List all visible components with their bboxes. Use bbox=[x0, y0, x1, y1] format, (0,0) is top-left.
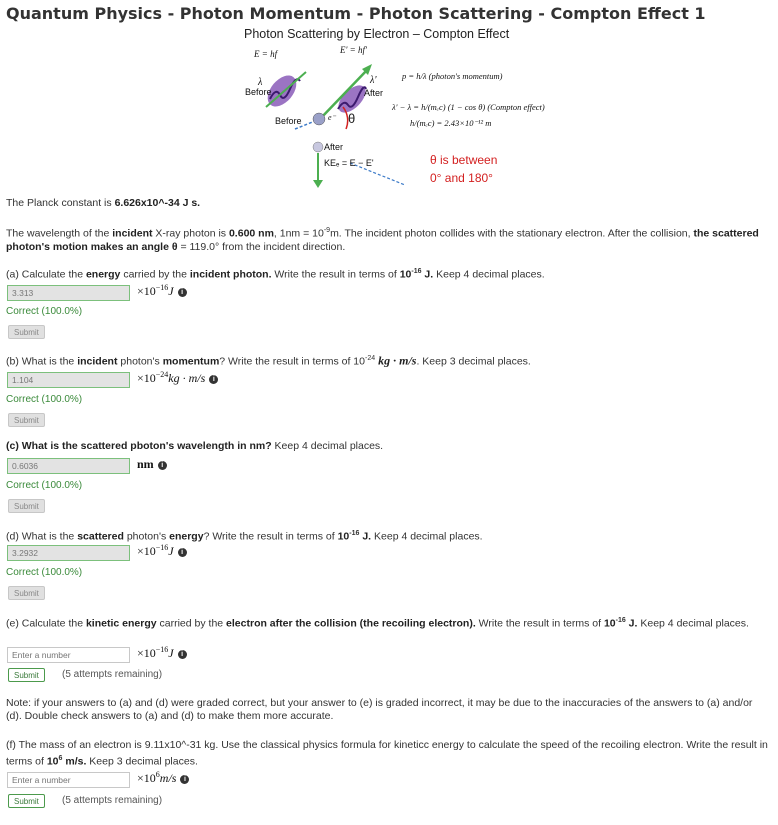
question-d-text: (d) What is the scattered photon's energy? Write the result in terms of $10^{-16}$ J. Keep 4 decimal places. bbox=[6, 530, 483, 543]
answer-d-status: Correct (100.0%) bbox=[6, 567, 83, 578]
info-icon[interactable]: i bbox=[178, 650, 187, 659]
answer-e-unit: $\times 10^{-16}J$ i bbox=[137, 645, 187, 661]
compton-formula: λ' − λ = h/(mₑc) (1 − cos θ) (Compton effect) bbox=[392, 102, 545, 112]
submit-c-button[interactable]: Submit bbox=[8, 499, 45, 513]
after-label-top: After bbox=[364, 88, 384, 98]
info-icon[interactable]: i bbox=[209, 375, 218, 384]
submit-d-button[interactable]: Submit bbox=[8, 586, 45, 600]
answer-f-unit: $\times 10^6m/s$ i bbox=[137, 770, 189, 786]
question-a-text: (a) Calculate the energy carried by the incident photon. Write the result in terms of $10^{-16}$ J. Keep 4 decimal places. bbox=[6, 268, 545, 281]
submit-b-button[interactable]: Submit bbox=[8, 413, 45, 427]
compton-figure bbox=[240, 27, 550, 192]
submit-e-button[interactable]: Submit bbox=[8, 668, 45, 682]
answer-c-input[interactable]: 0.6036 bbox=[7, 458, 130, 474]
figure-subtitle: Photon Scattering by Electron – Compton Effect bbox=[244, 27, 510, 41]
answer-a-status: Correct (100.0%) bbox=[6, 306, 83, 317]
compton-constant: h/(mₑc) = 2.43×10⁻¹² m bbox=[410, 118, 492, 128]
planck-constant-text: The Planck constant is 6.626x10^-34 J s. bbox=[6, 197, 201, 209]
theta-label: θ bbox=[348, 111, 356, 126]
kinetic-energy-label: KEₑ = E − E' bbox=[324, 158, 374, 168]
electron-label: e⁻ bbox=[328, 113, 336, 122]
after-label-bottom: After bbox=[324, 142, 344, 152]
info-icon[interactable]: i bbox=[178, 288, 187, 297]
electron-after bbox=[313, 142, 323, 152]
attempts-remaining-f: (5 attempts remaining) bbox=[62, 795, 163, 806]
answer-a-unit: $\times 10^{-16}J$ i bbox=[137, 283, 187, 299]
answer-d-unit: $\times 10^{-16}J$ i bbox=[137, 543, 187, 559]
attempts-remaining-e: (5 attempts remaining) bbox=[62, 669, 163, 680]
answer-c-status: Correct (100.0%) bbox=[6, 480, 83, 491]
answer-b-unit: $\times 10^{-24}kg \cdot m/s$ i bbox=[137, 370, 218, 386]
answer-b-status: Correct (100.0%) bbox=[6, 394, 83, 405]
lambda-label: λ bbox=[258, 77, 263, 88]
energy-hf-prime-label: E' = hf' bbox=[340, 45, 367, 55]
submit-a-button[interactable]: Submit bbox=[8, 325, 45, 339]
answer-b-input[interactable]: 1.104 bbox=[7, 372, 130, 388]
question-b-text: (b) What is the incident photon's momentum? Write the result in terms of $10^{-24}$ kg · m/s. Keep 3 decimal places. bbox=[6, 353, 531, 368]
theta-range-line2: 0° and 180° bbox=[430, 171, 493, 185]
before-label-mid: Before bbox=[275, 116, 302, 126]
info-icon[interactable]: i bbox=[180, 775, 189, 784]
energy-hf-label: E = hf bbox=[254, 49, 278, 59]
answer-d-input[interactable]: 3.2932 bbox=[7, 545, 130, 561]
problem-statement: The wavelength of the incident X-ray photon is 0.600 nm, $1nm = 10^{-9}m$. The incident photon collides with the stationary electron. After the collision, the scattered photon's motion makes an angle θ = 119.0° from the incident direction. bbox=[6, 227, 759, 253]
answer-a-input[interactable]: 3.313 bbox=[7, 285, 130, 301]
theta-range-line1: θ is between bbox=[430, 153, 498, 167]
info-icon[interactable]: i bbox=[178, 548, 187, 557]
submit-f-button[interactable]: Submit bbox=[8, 794, 45, 808]
answer-e-input[interactable] bbox=[7, 647, 130, 663]
momentum-formula: p = h/λ (photon's momentum) bbox=[402, 71, 503, 81]
question-c-text: (c) What is the scattered pboton's wavelength in nm? Keep 4 decimal places. bbox=[6, 440, 384, 452]
page-title: Quantum Physics - Photon Momentum - Photon Scattering - Compton Effect 1 bbox=[6, 4, 706, 23]
question-e-text: (e) Calculate the kinetic energy carried by the electron after the collision (the recoiling electron). Write the result in terms of $10^{-16}$ J. Keep 4 decimal places. bbox=[6, 617, 749, 630]
note-text: Note: if your answers to (a) and (d) were graded correct, but your answer to (e) is graded incorrect, it may be due to the inaccuracies of the answers to (a) and/or (d). Double check answers to (a) and (d) to make them more accurate. bbox=[6, 697, 753, 722]
lambda-prime-label: λ' bbox=[370, 75, 377, 86]
answer-c-unit: nm i bbox=[137, 457, 167, 472]
answer-f-input[interactable] bbox=[7, 772, 130, 788]
before-label-top: Before bbox=[245, 87, 272, 97]
electron-before bbox=[313, 113, 325, 125]
info-icon[interactable]: i bbox=[158, 461, 167, 470]
question-f-text: (f) The mass of an electron is 9.11x10^-31 kg. Use the classical physics formula for kineticc energy to calculate the speed of the recoiling electron. Write the result in terms of $10^6$ m/s. Keep 3 decimal places. bbox=[6, 739, 768, 768]
